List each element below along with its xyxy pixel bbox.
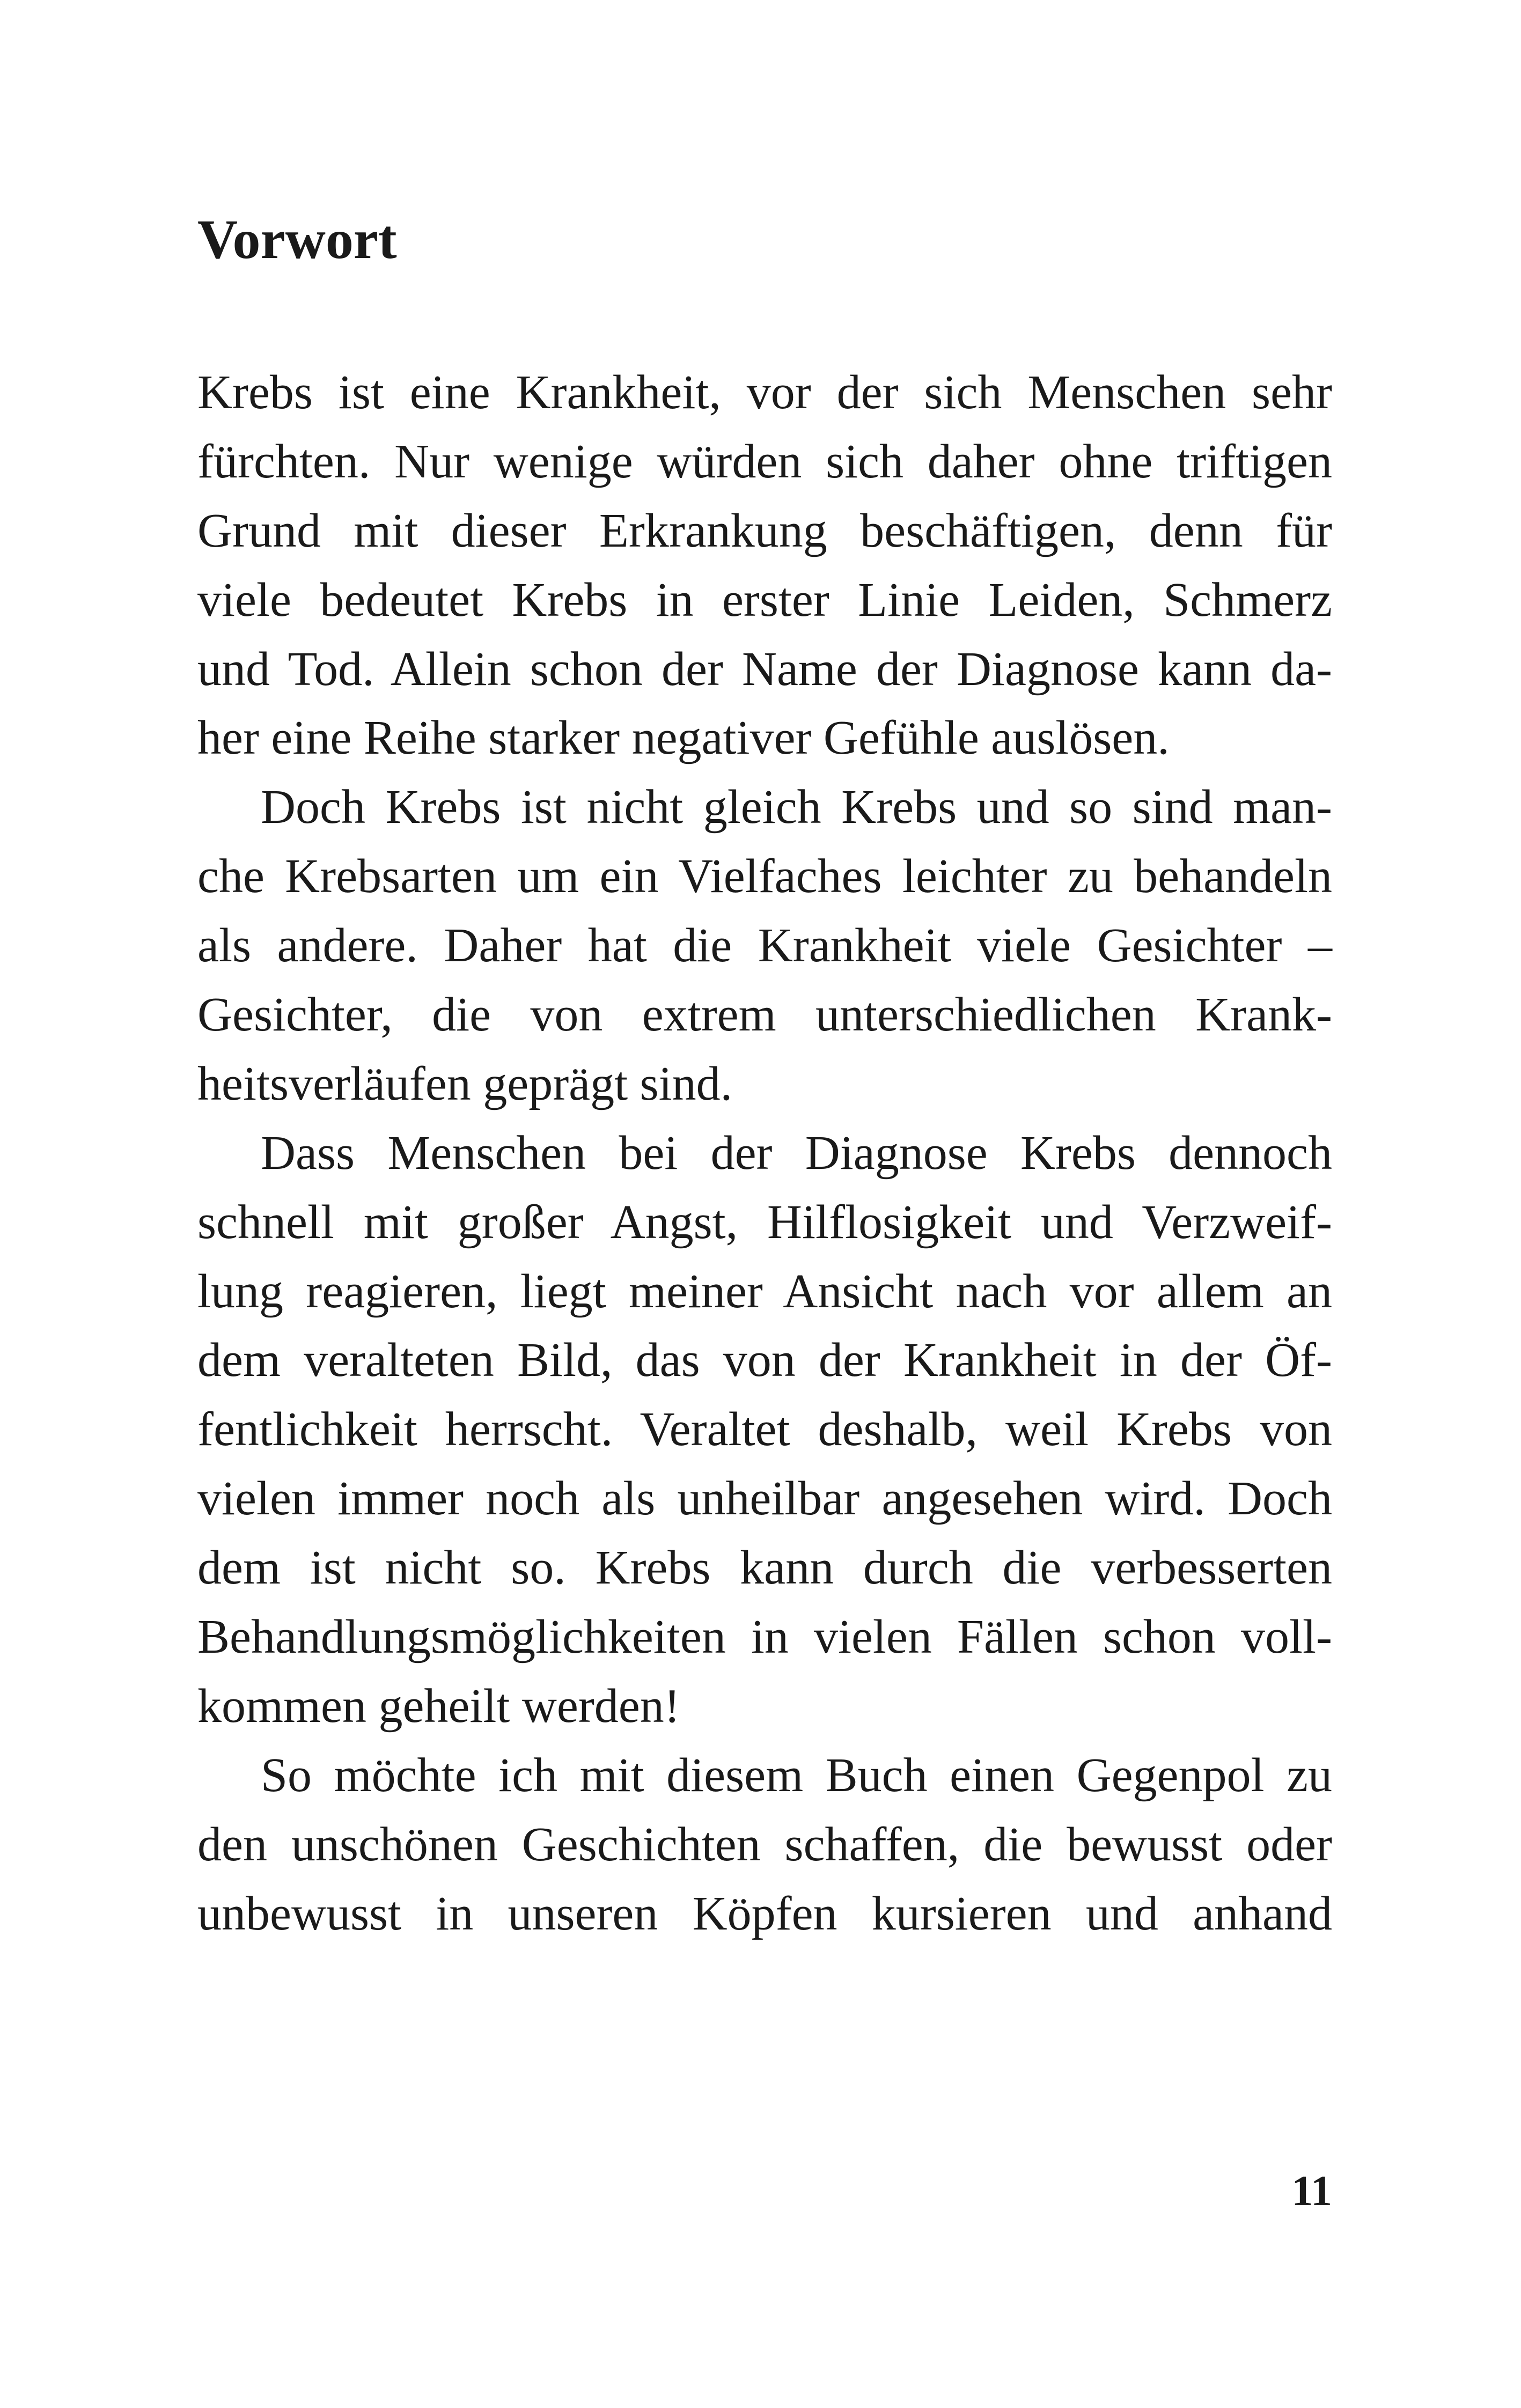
- text-line: So möchte ich mit diesem Buch einen Gegenpol zu: [261, 1748, 1332, 1802]
- text-line: dem ist nicht so. Krebs kann durch die verbesserten: [197, 1541, 1332, 1595]
- text-line: als andere. Daher hat die Krankheit viele Gesichter –: [197, 919, 1332, 973]
- text-line: schnell mit großer Angst, Hilflosigkeit und Verzweif-: [197, 1195, 1332, 1249]
- text-line: Grund mit dieser Erkrankung beschäftigen, denn für: [197, 504, 1332, 557]
- text-line: lung reagieren, liegt meiner Ansicht nach vor allem an: [197, 1264, 1332, 1318]
- body-text: [197, 358, 1332, 1948]
- text-line: und Tod. Allein schon der Name der Diagnose kann da-: [197, 642, 1332, 696]
- text-line: viele bedeutet Krebs in erster Linie Leiden, Schmerz: [197, 573, 1332, 627]
- text-line: che Krebsarten um ein Vielfaches leichter zu behandeln: [197, 850, 1332, 903]
- text-line: Dass Menschen bei der Diagnose Krebs dennoch: [261, 1126, 1332, 1180]
- text-line: Krebs ist eine Krankheit, vor der sich Menschen sehr: [197, 366, 1332, 419]
- page-number: 11: [1291, 2168, 1332, 2215]
- text-line: Doch Krebs ist nicht gleich Krebs und so sind man-: [261, 780, 1332, 834]
- text-line: unbewusst in unseren Köpfen kursieren und anhand: [197, 1887, 1332, 1940]
- text-line: her eine Reihe starker negativer Gefühle auslösen.: [197, 711, 1170, 765]
- text-line: Behandlungsmöglichkeiten in vielen Fällen schon voll-: [197, 1610, 1332, 1664]
- text-line: kommen geheilt werden!: [197, 1679, 680, 1733]
- text-line: Gesichter, die von extrem unterschiedlichen Krank-: [197, 988, 1332, 1042]
- text-line: fentlichkeit herrscht. Veraltet deshalb, weil Krebs von: [197, 1403, 1332, 1456]
- text-line: den unschönen Geschichten schaffen, die bewusst oder: [197, 1817, 1332, 1871]
- text-line: dem veralteten Bild, das von der Krankheit in der Öf-: [197, 1334, 1332, 1387]
- text-line: fürchten. Nur wenige würden sich daher ohne triftigen: [197, 435, 1332, 488]
- text-line: heitsverläufen geprägt sind.: [197, 1057, 733, 1110]
- chapter-title: Vorwort: [197, 209, 397, 270]
- text-line: vielen immer noch als unheilbar angesehen wird. Doch: [197, 1472, 1332, 1526]
